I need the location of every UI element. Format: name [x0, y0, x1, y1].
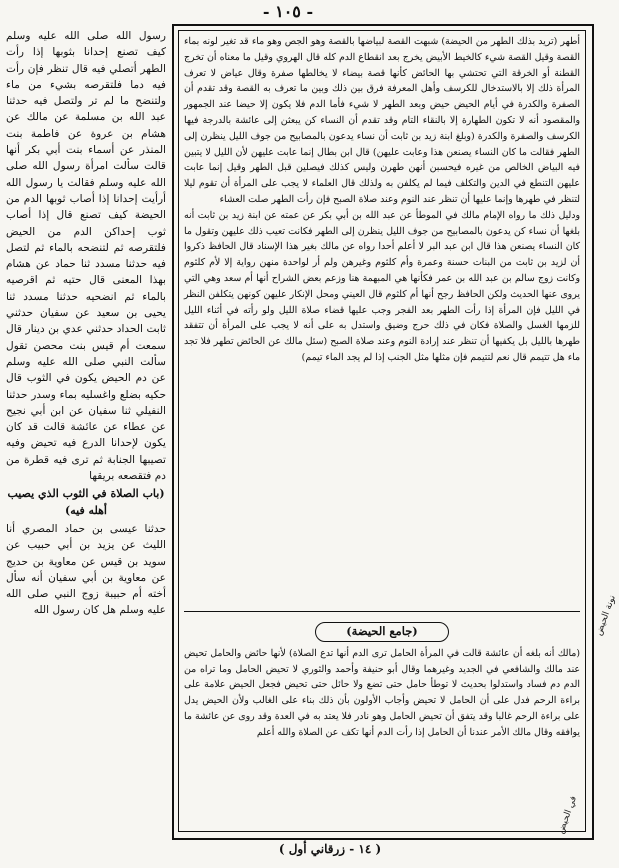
section-divider — [184, 611, 580, 612]
margin-chapter-heading: (باب الصلاة في الثوب الذي يصيب أهله فيه) — [7, 487, 165, 517]
main-paragraph: أطهر (تريد بذلك الطهر من الحيضة) شبهت القصة لبياضها بالقصة وهو الجص وهو ماء قد تغير لونه بماء القصة وقيل القصة شيء كالخيط الأبيض يخرج بعد انقطاع الدم كله قال الهروي وقيل ما معناه أن تخرج القطنة أو الخرقة التي تحتشي بها الحائض كأنها قصة بيضاء لا يخالطها صفرة وقال عياض لا تعرف المرأة ذلك إلا بالاستدخال للكرسف وأهل المعرفة فرق بين ذلك وبين ما تعرف به القصة وقد تقدم أن الصفرة والكدرة في أيام الحيض حيض وبعد الطهر لا شيء فأما الدم فلا يكون إلا حيضا عند الجمهور والمقصود أنه لا تكون الطهارة إلا بالنقاء التام وقد تقدم أن النساء كن يبعثن إلى عائشة بالدرجة فيها الكرسف والصفرة والكدرة (وبلغ ابنة زيد بن ثابت أن نساء يدعون بالمصابيح من جوف الليل ينظرن إلى الطهر فقالت ما كان النساء يصنعن هذا وعابت عليهن) قال ابن بطال إنما عابت عليهن لأن الليل لا يتبين فيه البياض الخالص من غيره فيحسبن أنهن طهرن وليس كذلك فيصلين قبل الطهر وقيل إنما عابت عليهن التنطع في الدين والتكلف فيما لم يكلفن به ولذلك قال العلماء لا يجب على المرأة أن تقوم ليلا لتنظر في طهرها وإنما عليها أن تنظر عند النوم وعند صلاة الصبح فإن رأت الطهر صلت العشاء — [184, 36, 580, 205]
page-footer: ( ١٤ - زرقاني أول ) — [278, 842, 382, 856]
main-paragraph: (مالك أنه بلغه أن عائشة قالت في المرأة الحامل ترى الدم أنها تدع الصلاة) لأنها حائض والحامل تحيض عند مالك والشافعي في الجديد وغيرهما وقال أبو حنيفة وأحمد والثوري لا تحيض الحامل وما تراه من الدم دم فساد واستدلوا بحديث لا توطأ حامل حتى تضع ولا حائل حتى تحيض فجعل الحيض علامة على براءة الرحم فدل على أن الحامل لا تحيض وأجاب الأولون بأن ذلك بناء على الغالب ولأن الحيض يدل على براءة الرحم غالبا وقد يتفق أن تحيض الحامل وهو نادر فلا يعتد به في العدة وقد روى عن عائشة ما يوافقه وقال مالك الأمر عندنا أن الحامل إذا رأت الدم أنها تكف عن الصلاة والله أعلم — [184, 647, 580, 738]
main-commentary-column-lower — [184, 616, 580, 741]
handwritten-margin-note: في الحيض — [556, 794, 580, 836]
handwritten-margin-note: نونة الحيض — [594, 594, 618, 638]
margin-paragraph: رسول الله صلى الله عليه وسلم كيف تصنع إحدانا بثوبها إذا رأت الطهر أتصلي فيه قال تنظر فإن رأت فيه دما فلتقرصه بشيء من ماء ولتنضح ما لم تر ولتصل فيه حدثنا عبد الله بن مسلمة عن مالك عن هشام بن عروة عن فاطمة بنت المنذر عن أسماء بنت أبي بكر أنها قالت سألت امرأة رسول الله صلى الله عليه وسلم فقالت يا رسول الله أرأيت إحدانا إذا أصاب ثوبها الدم من الحيضة كيف تصنع قال إذا أصاب ثوب إحداكن الدم من الحيض فلتقرصه ثم لتنضحه بالماء ثم لتصل فيه حدثنا مسدد ثنا حماد عن هشام بهذا المعنى قال حتيه ثم اقرصيه بالماء ثم انضحيه حدثنا مسدد ثنا يحيى بن سعيد عن سفيان حدثني ثابت الحداد حدثني عدي بن دينار قال سمعت أم قيس بنت محصن تقول سألت النبي صلى الله عليه وسلم عن دم الحيض يكون في الثوب قال حكيه بضلع واغسليه بماء وسدر حدثنا النفيلي ثنا سفيان عن ابن أبي نجيح عن عطاء عن عائشة قالت قد كان يكون لإحدانا الدرع فيه تحيض وفيه تصيبها الجنابة ثم ترى فيه قطرة من دم فتقصعه بريقها — [6, 30, 166, 483]
section-heading: (جامع الحيضة) — [315, 622, 449, 642]
margin-paragraph: حدثنا عيسى بن حماد المصري أنا الليث عن يزيد بن أبي حبيب عن سويد بن قيس عن معاوية بن حديج عن معاوية بن أبي سفيان أنه سأل أخته أم حبيبة زوج النبي صلى الله عليه وسلم هل كان رسول الله — [6, 522, 166, 617]
main-paragraph: ودليل ذلك ما رواه الإمام مالك في الموطأ عن عبد الله بن أبي بكر عن عمته عن ابنة زيد بن ثابت أنه بلغها أن نساء كن يدعون بالمصابيح من جوف الليل ينظرن إلى الطهر فكانت تعيب ذلك عليهن وتقول ما كان النساء يصنعن هذا قال ابن عبد البر لا أعلم أحدا رواه عن مالك بغير هذا الإسناد قال الحافظ ذكروا أن لزيد بن ثابت من البنات حسنة وعمرة وأم كلثوم وغيرهن ولم أر لواحدة منهن رواية إلا لأم كلثوم وكانت زوج سالم بن عبد الله بن عمر فكأنها هي المبهمة هنا وزعم بعض الشراح أنها أم سعد وهي التي يروى عنها الحديث ولكن الحافظ رجح أنها أم كلثوم قال العيني ومحل الإنكار عليهن كونهن يتكلفن النظر في الليل فإن المرأة إذا رأت الطهر بعد الفجر وجب عليها قضاء صلاة الليل ولو رأته في أثناء الليل للزمها الغسل والصلاة فكان في ذلك حرج وضيق واستدل به على أنه لا يجب على المرأة أن تتفقد طهرها بالليل بل يكفيها أن تنظر عند إرادة النوم وعند صلاة الصبح (سئل مالك عن الحائض تطهر فلا تجد ماء هل تتيمم قال نعم لتتيمم فإن مثلها مثل الجنب إذا لم يجد الماء تيمم) — [184, 209, 580, 363]
margin-hadith-column — [6, 28, 166, 619]
page-number: - ١٠٥ - — [262, 2, 314, 21]
main-commentary-column — [184, 34, 580, 366]
